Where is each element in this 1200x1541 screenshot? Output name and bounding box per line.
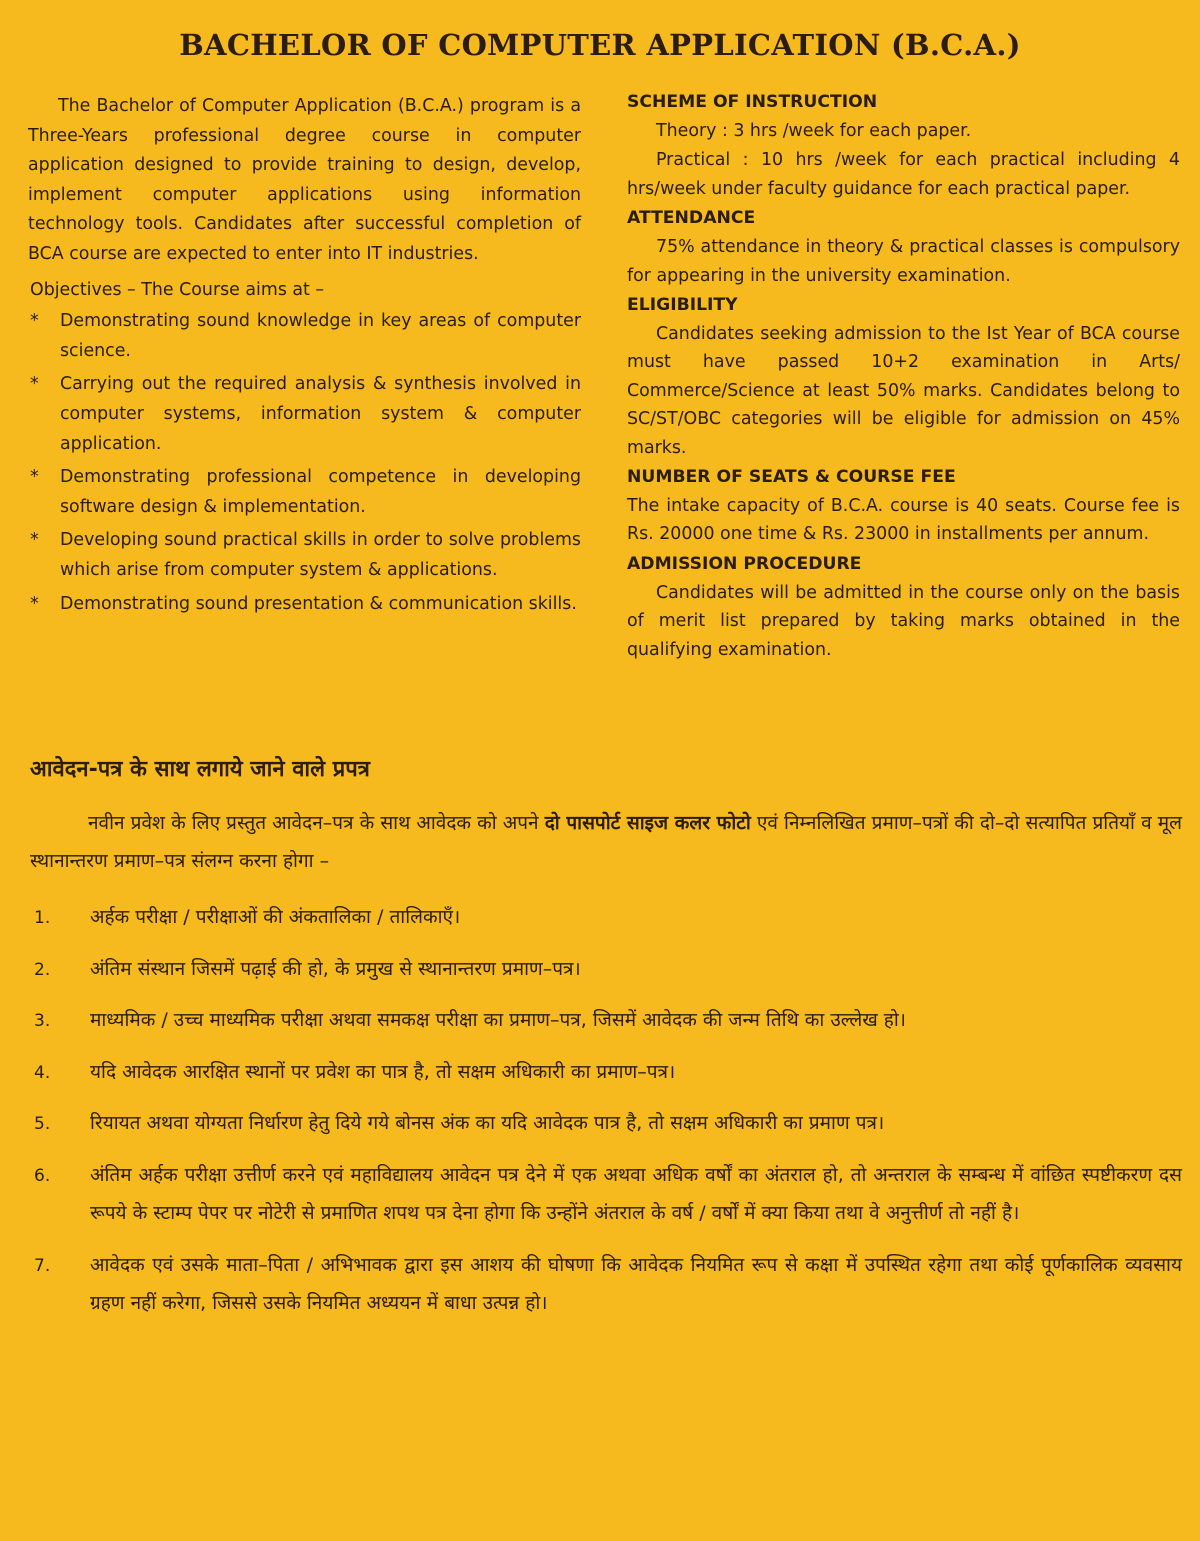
objectives-title: Objectives – The Course aims at – (30, 279, 325, 300)
item-text: अंतिम अर्हक परीक्षा उत्तीर्ण करने एवं महाविद्यालय आवेदन पत्र देने में एक अथवा अधिक वर्षों का अंतराल हो, तो अन्तराल के सम्बन्ध में वांछित स्पष्टीकरण दस रूपये के स्टाम्प पेपर पर नोटेरी से प्रमाणित शपथ पत्र देना होगा कि उन्होंने अंतराल के वर्ष / वर्षों में क्या किया तथा वे अनुत्तीर्ण तो नहीं है। (90, 1163, 1182, 1224)
document-item (30, 1001, 1182, 1040)
bullet-star-icon: * (30, 530, 39, 551)
objective-item (28, 370, 581, 459)
item-text: रियायत अथवा योग्यता निर्धारण हेतु दिये गये बोनस अंक का यदि आवेदक पात्र है, तो सक्षम अधिकारी का प्रमाण पत्र। (90, 1112, 885, 1134)
attendance-text: 75% attendance in theory & practical classes is compulsory for appearing in the university examination. (627, 237, 1180, 286)
item-number: 7. (34, 1255, 51, 1276)
documents-intro-photo: दो पासपोर्ट साइज कलर फोटो (544, 812, 751, 834)
objective-text: Demonstrating sound knowledge in key areas of computer science. (60, 311, 581, 361)
right-column (627, 88, 1180, 665)
item-number: 2. (34, 959, 51, 980)
page-title: BACHELOR OF COMPUTER APPLICATION (B.C.A.) (179, 28, 1021, 62)
item-text: आवेदक एवं उसके माता–पिता / अभिभावक द्वारा इस आशय की घोषणा कि आवेदक नियमित रूप से कक्षा में उपस्थित रहेगा तथा कोई पूर्णकालिक व्यवसाय ग्रहण नहीं करेगा, जिससे उसके नियमित अध्ययन में बाधा उत्पन्न हो। (90, 1253, 1182, 1314)
left-column (28, 92, 581, 623)
item-text: अर्हक परीक्षा / परीक्षाओं की अंकतालिका / तालिकाएँ। (90, 906, 461, 928)
objective-item (28, 526, 581, 585)
objective-item (28, 463, 581, 522)
bullet-star-icon: * (30, 374, 39, 395)
objective-text: Carrying out the required analysis & synthesis involved in computer systems, information system & computer application. (60, 374, 581, 454)
attendance-heading: ATTENDANCE (627, 208, 756, 229)
seats-fee-heading: NUMBER OF SEATS & COURSE FEE (627, 467, 956, 488)
bullet-star-icon: * (30, 467, 39, 488)
objective-item (28, 307, 581, 366)
admission-text: Candidates will be admitted in the course only on the basis of merit list prepared by taking marks obtained in the qualifying examination. (627, 582, 1180, 660)
document-item (30, 950, 1182, 989)
item-text: यदि आवेदक आरक्षित स्थानों पर प्रवेश का पात्र है, तो सक्षम अधिकारी का प्रमाण–पत्र। (90, 1060, 676, 1083)
eligibility-heading: ELIGIBILITY (627, 295, 738, 316)
objective-item (28, 590, 581, 620)
scheme-theory: Theory : 3 hrs /week for each paper. (656, 121, 972, 141)
documents-intro (30, 804, 1182, 880)
item-number: 6. (34, 1165, 51, 1186)
document-item (30, 1156, 1182, 1233)
documents-heading: आवेदन-पत्र के साथ लगाये जाने वाले प्रपत्र (30, 757, 370, 782)
item-text: माध्यमिक / उच्च माध्यमिक परीक्षा अथवा समकक्ष परीक्षा का प्रमाण–पत्र, जिसमें आवेदक की जन्म तिथि का उल्लेख हो। (90, 1009, 906, 1031)
program-intro: The Bachelor of Computer Application (B.C.A.) program is a Three-Years professional degree course in computer application designed to provide training to design, develop, implement computer applications using information technology tools. Candidates after successful completion of BCA course are expected to enter into IT industries. (28, 96, 581, 264)
admission-heading: ADMISSION PROCEDURE (627, 553, 862, 574)
objective-text: Developing sound practical skills in order to solve problems which arise from computer system & applications. (60, 530, 581, 580)
item-number: 4. (34, 1062, 51, 1083)
seats-fee-text: The intake capacity of B.C.A. course is 40 seats. Course fee is Rs. 20000 one time & Rs. 23000 in installments per annum. (627, 496, 1180, 545)
scheme-heading: SCHEME OF INSTRUCTION (627, 92, 878, 112)
eligibility-text: Candidates seeking admission to the Ist Year of BCA course must have passed 10+2 examination in Arts/ Commerce/Science at least 50% marks. Candidates belong to SC/ST/OBC categories will be eligible for admission on 45% marks. (627, 324, 1180, 458)
document-item (30, 1246, 1182, 1323)
item-number: 5. (34, 1114, 51, 1134)
document-item (30, 1104, 1182, 1143)
scheme-practical: Practical : 10 hrs /week for each practical including 4 hrs/week under faculty guidance for each practical paper. (627, 150, 1180, 199)
objectives-list (28, 307, 581, 619)
documents-intro-part1: नवीन प्रवेश के लिए प्रस्तुत आवेदन–पत्र के साथ आवेदक को अपने (88, 812, 539, 834)
objective-text: Demonstrating professional competence in developing software design & implementation. (60, 467, 581, 517)
item-text: अंतिम संस्थान जिसमें पढ़ाई की हो, के प्रमुख से स्थानान्तरण प्रमाण–पत्र। (90, 957, 581, 980)
objective-text: Demonstrating sound presentation & communication skills. (60, 593, 577, 614)
document-item (30, 1053, 1182, 1092)
bullet-star-icon: * (30, 311, 39, 332)
documents-list (30, 898, 1182, 1336)
documents-intro-part2: एवं निम्नलिखित प्रमाण–पत्रों की दो–दो सत्यापित प्रतियाँ व मूल स्थानान्तरण प्रमाण–पत्र संलग्न करना होगा – (30, 812, 1182, 872)
document-item (30, 898, 1182, 937)
item-number: 3. (34, 1011, 51, 1031)
item-number: 1. (34, 908, 51, 928)
bullet-star-icon: * (30, 593, 39, 614)
